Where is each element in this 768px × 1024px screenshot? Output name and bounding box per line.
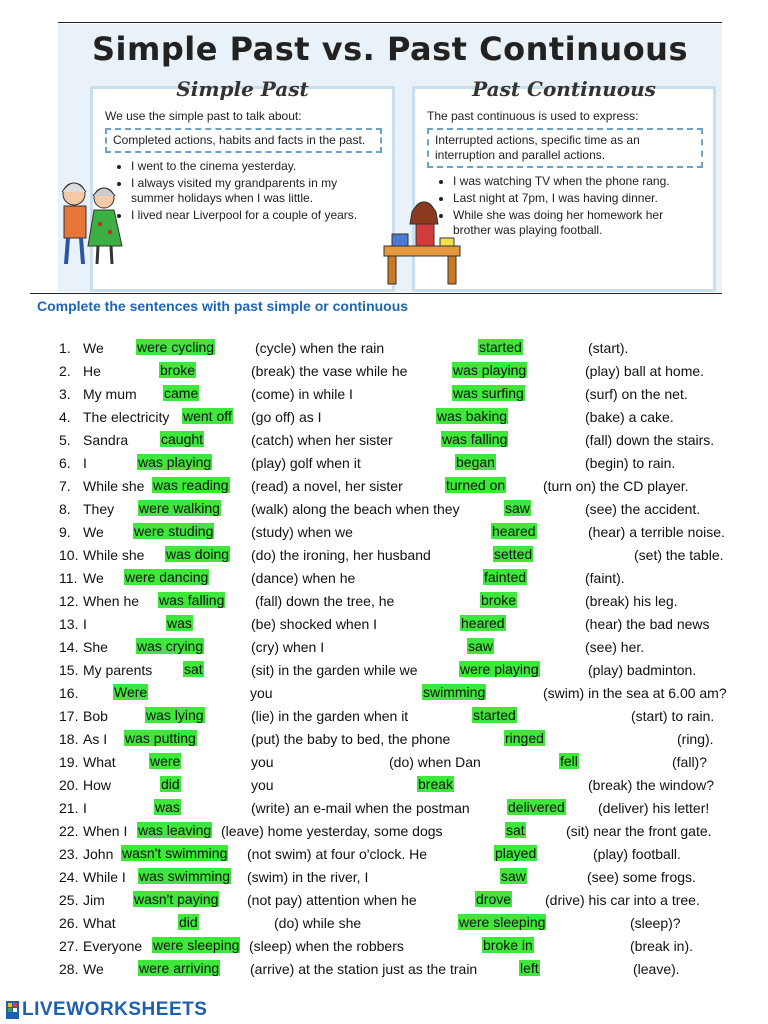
sentence-end: (play) badminton. bbox=[588, 662, 697, 678]
exercise-number: 18. bbox=[59, 731, 79, 747]
exercise-number: 16. bbox=[59, 685, 79, 701]
sentence-middle: (put) the baby to bed, the phone bbox=[251, 731, 451, 747]
answer-field-2[interactable]: were playing bbox=[460, 661, 539, 677]
simple-past-panel bbox=[90, 77, 395, 292]
sentence-middle: (sleep) when the robbers bbox=[249, 938, 404, 954]
answer-field-2[interactable]: fainted bbox=[484, 569, 527, 585]
sentence-middle: (study) when we bbox=[251, 524, 353, 540]
sentence-subject: While she bbox=[83, 547, 145, 563]
sentence-end: (swim) in the sea at 6.00 am? bbox=[543, 685, 727, 701]
answer-field-2[interactable]: was falling bbox=[442, 431, 508, 447]
sentence-middle: (not pay) attention when he bbox=[247, 892, 417, 908]
sentence-middle: (lie) in the garden when it bbox=[251, 708, 409, 724]
sentence-middle-2: (do) when Dan bbox=[389, 754, 481, 770]
sentence-end: (play) ball at home. bbox=[585, 363, 705, 379]
answer-field-1[interactable]: were walking bbox=[139, 500, 220, 516]
exercise-number: 1. bbox=[59, 340, 71, 356]
sentence-end: (drive) his car into a tree. bbox=[545, 892, 700, 908]
answer-field-1[interactable]: was reading bbox=[153, 477, 229, 493]
list-item: • I went to the cinema yesterday. bbox=[131, 159, 382, 174]
list-item: • I was watching TV when the phone rang. bbox=[453, 174, 703, 189]
sentence-subject: Jim bbox=[83, 892, 105, 908]
exercise-number: 24. bbox=[59, 869, 79, 885]
sentence-end: (sit) near the front gate. bbox=[566, 823, 712, 839]
sentence-middle: (catch) when her sister bbox=[251, 432, 393, 448]
sentence-subject: My mum bbox=[83, 386, 137, 402]
sentence-end: (fall) down the stairs. bbox=[585, 432, 715, 448]
sentence-end: (deliver) his letter! bbox=[598, 800, 710, 816]
sentence-end: (start) to rain. bbox=[631, 708, 715, 724]
past-continuous-heading: Past Continuous bbox=[472, 77, 656, 101]
sentence-middle: you bbox=[250, 685, 273, 701]
sentence-subject: My parents bbox=[83, 662, 153, 678]
exercise-number: 22. bbox=[59, 823, 79, 839]
answer-field-2[interactable]: started bbox=[479, 339, 522, 355]
girl-at-desk-illustration bbox=[380, 194, 464, 286]
answer-field-1[interactable]: were bbox=[150, 753, 181, 769]
exercise-number: 21. bbox=[59, 800, 79, 816]
answer-field-2[interactable]: began bbox=[456, 454, 495, 470]
answer-field-1[interactable]: did bbox=[161, 776, 180, 792]
answer-field-2[interactable]: setted bbox=[494, 546, 533, 562]
sentence-end: (play) football. bbox=[593, 846, 681, 862]
list-item: • I always visited my grandparents in my summer holidays when I was little. bbox=[131, 176, 382, 206]
sentence-middle: (cry) when I bbox=[251, 639, 325, 655]
exercise-number: 27. bbox=[59, 938, 79, 954]
sentence-middle: (go off) as I bbox=[251, 409, 322, 425]
sentence-end: (hear) the bad news bbox=[585, 616, 710, 632]
answer-field-2[interactable]: fell bbox=[560, 753, 578, 769]
sentence-middle: you bbox=[251, 777, 274, 793]
sentence-middle: (arrive) at the station just as the train bbox=[250, 961, 478, 977]
exercise-number: 26. bbox=[59, 915, 79, 931]
sentence-middle: (swim) in the river, I bbox=[247, 869, 369, 885]
sentence-middle: (do) the ironing, her husband bbox=[251, 547, 431, 563]
sentence-end: (sleep)? bbox=[630, 915, 681, 931]
sentence-end: (surf) on the net. bbox=[585, 386, 688, 402]
answer-field-1[interactable]: was bbox=[167, 615, 192, 631]
sentence-subject: I bbox=[83, 616, 87, 632]
answer-field-2[interactable]: were sleeping bbox=[459, 914, 546, 930]
exercise-number: 4. bbox=[59, 409, 71, 425]
sentence-middle: (fall) down the tree, he bbox=[255, 593, 395, 609]
sentence-subject: The electricity bbox=[83, 409, 170, 425]
exercise-number: 11. bbox=[59, 570, 78, 586]
sentence-end: (start). bbox=[588, 340, 629, 356]
answer-field-2[interactable]: was baking bbox=[437, 408, 508, 424]
sentence-end: (turn on) the CD player. bbox=[543, 478, 689, 494]
exercise-number: 19. bbox=[59, 754, 79, 770]
answer-field-2[interactable]: played bbox=[495, 845, 537, 861]
answer-field-2[interactable]: broke bbox=[481, 592, 517, 608]
sentence-subject: What bbox=[83, 915, 116, 931]
sentence-subject: I bbox=[83, 455, 87, 471]
sentence-subject: Sandra bbox=[83, 432, 129, 448]
sentence-end: (leave). bbox=[633, 961, 680, 977]
exercise-number: 20. bbox=[59, 777, 79, 793]
sentence-end: (break) his leg. bbox=[585, 593, 678, 609]
sentence-middle: (sit) in the garden while we bbox=[251, 662, 418, 678]
answer-field-1[interactable]: was falling bbox=[159, 592, 225, 608]
answer-field-1[interactable]: was doing bbox=[166, 546, 230, 562]
answer-field-2[interactable]: started bbox=[473, 707, 516, 723]
answer-field-2[interactable]: heared bbox=[461, 615, 505, 631]
list-item: • While she was doing her homework her brother was playing football. bbox=[453, 208, 703, 238]
exercise-number: 28. bbox=[59, 961, 79, 977]
past-continuous-examples bbox=[427, 174, 703, 238]
sentence-subject: How bbox=[83, 777, 112, 793]
answer-field-1[interactable]: were sleeping bbox=[153, 937, 240, 953]
footer-brand: LIVEWORKSHEETS bbox=[22, 999, 208, 1020]
answer-field-1[interactable]: came bbox=[164, 385, 199, 401]
exercise-number: 13. bbox=[59, 616, 79, 632]
sentence-end: (hear) a terrible noise. bbox=[588, 524, 725, 540]
sentence-end: (see) her. bbox=[585, 639, 645, 655]
answer-field-1[interactable]: went off bbox=[183, 408, 232, 424]
sentence-subject: She bbox=[83, 639, 108, 655]
sentence-middle: (be) shocked when I bbox=[251, 616, 378, 632]
sentence-subject: As I bbox=[83, 731, 108, 747]
exercise-number: 10. bbox=[59, 547, 79, 563]
sentence-subject: They bbox=[83, 501, 115, 517]
sentence-middle: (leave) home yesterday, some dogs bbox=[221, 823, 443, 839]
answer-field-2[interactable]: left bbox=[520, 960, 539, 976]
sentence-middle: (do) while she bbox=[274, 915, 362, 931]
sentence-end: (set) the table. bbox=[634, 547, 724, 563]
exercise-number: 5. bbox=[59, 432, 71, 448]
answer-field-2[interactable]: heared bbox=[492, 523, 536, 539]
answer-field-1[interactable]: wasn't paying bbox=[134, 891, 219, 907]
answer-field-1[interactable]: did bbox=[179, 914, 198, 930]
answer-field-2[interactable]: swimming bbox=[423, 684, 486, 700]
sentence-end: (fall)? bbox=[672, 754, 708, 770]
exercise-number: 9. bbox=[59, 524, 71, 540]
grammar-banner bbox=[58, 24, 722, 292]
exercise-number: 14. bbox=[59, 639, 79, 655]
list-item: • I lived near Liverpool for a couple of years. bbox=[131, 208, 382, 223]
sentence-end: (see) some frogs. bbox=[587, 869, 696, 885]
sentence-middle: you bbox=[251, 754, 274, 770]
sentence-subject: We bbox=[83, 570, 104, 586]
exercise-number: 7. bbox=[59, 478, 71, 494]
exercise-instruction: Complete the sentences with past simple or continuous bbox=[37, 298, 409, 314]
bottom-rule bbox=[30, 293, 722, 294]
sentence-end: (ring). bbox=[677, 731, 714, 747]
sentence-end: (bake) a cake. bbox=[585, 409, 674, 425]
answer-field-1[interactable]: wasn't swimming bbox=[122, 845, 228, 861]
exercise-number: 8. bbox=[59, 501, 71, 517]
sentence-middle: (cycle) when the rain bbox=[255, 340, 385, 356]
past-continuous-box: Interrupted actions, specific time as an interruption and parallel actions. bbox=[427, 128, 703, 168]
answer-field-2[interactable]: sat bbox=[506, 822, 525, 838]
sentence-subject: I bbox=[83, 800, 87, 816]
answer-field-1[interactable]: were studing bbox=[134, 523, 214, 539]
answer-field-2[interactable]: drove bbox=[476, 891, 512, 907]
top-rule bbox=[58, 22, 722, 23]
answer-field-1[interactable]: was crying bbox=[137, 638, 204, 654]
grandparents-illustration bbox=[50, 174, 130, 270]
simple-past-lead: We use the simple past to talk about: bbox=[105, 109, 302, 123]
exercise-number: 15. bbox=[59, 662, 79, 678]
answer-field-2[interactable]: was playing bbox=[453, 362, 527, 378]
answer-field-1[interactable]: was leaving bbox=[138, 822, 212, 838]
exercise-number: 12. bbox=[59, 593, 79, 609]
answer-field-1[interactable]: was playing bbox=[138, 454, 212, 470]
exercise-number: 6. bbox=[59, 455, 71, 471]
sentence-middle: (write) an e-mail when the postman bbox=[251, 800, 470, 816]
sentence-middle: (play) golf when it bbox=[251, 455, 361, 471]
answer-field-2[interactable]: delivered bbox=[508, 799, 565, 815]
sentence-middle: (walk) along the beach when they bbox=[251, 501, 460, 517]
sentence-subject: Bob bbox=[83, 708, 108, 724]
sentence-subject: When I bbox=[83, 823, 128, 839]
sentence-end: (break in). bbox=[630, 938, 694, 954]
simple-past-heading: Simple Past bbox=[176, 77, 309, 101]
exercise-number: 23. bbox=[59, 846, 79, 862]
sentence-middle: (come) in while I bbox=[251, 386, 353, 402]
sentence-end: (begin) to rain. bbox=[585, 455, 676, 471]
past-continuous-lead: The past continuous is used to express: bbox=[427, 109, 639, 123]
sentence-end: (faint). bbox=[585, 570, 625, 586]
answer-field-1[interactable]: was bbox=[155, 799, 180, 815]
answer-field-1[interactable]: Were bbox=[114, 684, 148, 700]
answer-field-2[interactable]: was surfing bbox=[453, 385, 524, 401]
sentence-subject: John bbox=[83, 846, 114, 862]
banner-title: Simple Past vs. Past Continuous bbox=[91, 30, 688, 68]
sentence-subject: He bbox=[83, 363, 101, 379]
sentence-subject: We bbox=[83, 961, 104, 977]
sentence-middle: (not swim) at four o'clock. He bbox=[247, 846, 428, 862]
answer-field-2[interactable]: ringed bbox=[505, 730, 544, 746]
answer-field-1[interactable]: caught bbox=[161, 431, 204, 447]
sentence-subject: We bbox=[83, 340, 104, 356]
answer-field-1[interactable]: broke bbox=[160, 362, 196, 378]
sentence-subject: What bbox=[83, 754, 116, 770]
answer-field-1[interactable]: were cycling bbox=[137, 339, 215, 355]
sentence-middle: (dance) when he bbox=[251, 570, 356, 586]
answer-field-2[interactable]: break bbox=[418, 776, 454, 792]
answer-field-1[interactable]: was swimming bbox=[139, 868, 231, 884]
answer-field-2[interactable]: saw bbox=[501, 868, 526, 884]
answer-field-1[interactable]: was putting bbox=[125, 730, 196, 746]
sentence-subject: When he bbox=[83, 593, 140, 609]
answer-field-1[interactable]: sat bbox=[184, 661, 203, 677]
answer-field-2[interactable]: saw bbox=[468, 638, 493, 654]
answer-field-2[interactable]: turned on bbox=[446, 477, 506, 493]
answer-field-1[interactable]: were arriving bbox=[139, 960, 220, 976]
exercise-number: 17. bbox=[59, 708, 79, 724]
sentence-subject: Everyone bbox=[83, 938, 143, 954]
sentence-end: (break) the window? bbox=[588, 777, 715, 793]
answer-field-1[interactable]: were dancing bbox=[125, 569, 209, 585]
sentence-subject: We bbox=[83, 524, 104, 540]
sentence-end: (see) the accident. bbox=[585, 501, 701, 517]
sentence-subject: While I bbox=[83, 869, 126, 885]
answer-field-2[interactable]: saw bbox=[505, 500, 530, 516]
liveworksheets-logo-icon bbox=[6, 1001, 19, 1019]
exercise-number: 2. bbox=[59, 363, 71, 379]
simple-past-box: Completed actions, habits and facts in the past. bbox=[105, 128, 382, 153]
exercise-number: 3. bbox=[59, 386, 71, 402]
sentence-subject: While she bbox=[83, 478, 145, 494]
simple-past-examples bbox=[105, 159, 382, 223]
exercise-number: 25. bbox=[59, 892, 79, 908]
sentence-middle: (break) the vase while he bbox=[251, 363, 408, 379]
sentence-middle: (read) a novel, her sister bbox=[251, 478, 403, 494]
answer-field-1[interactable]: was lying bbox=[146, 707, 204, 723]
answer-field-2[interactable]: broke in bbox=[483, 937, 533, 953]
list-item: • Last night at 7pm, I was having dinner. bbox=[453, 191, 703, 206]
